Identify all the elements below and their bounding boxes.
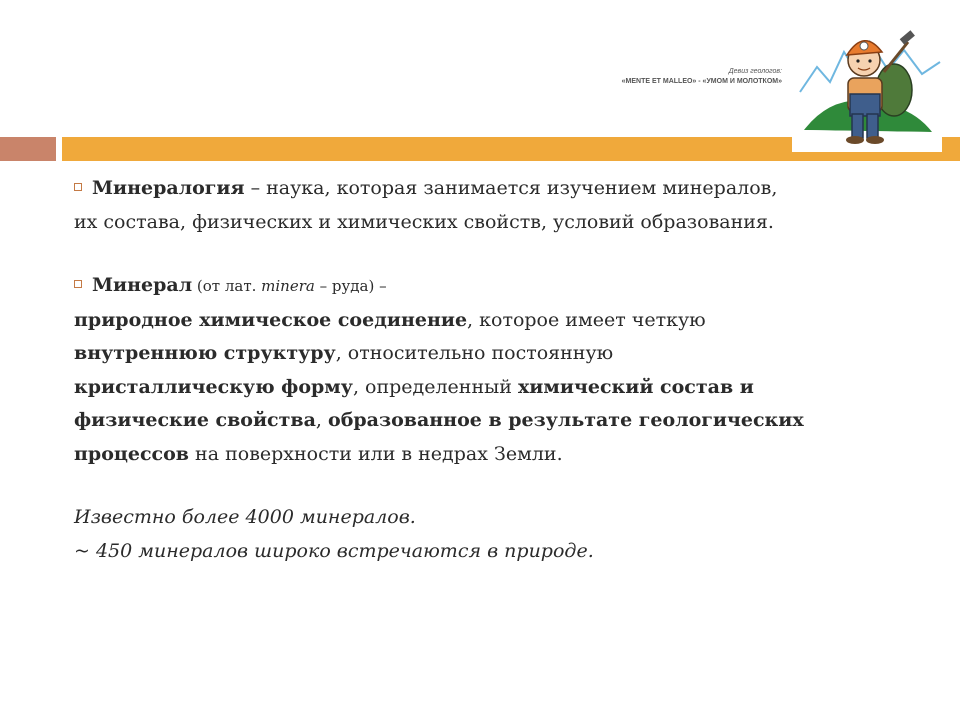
definition-mineralogy bbox=[74, 172, 804, 239]
geologist-icon bbox=[792, 22, 942, 152]
mineral-t4: , bbox=[315, 409, 329, 431]
mineral-t3: , определенный bbox=[352, 375, 518, 398]
term-mineralogy: Минералогия bbox=[92, 177, 245, 199]
mineral-b1: природное химическое соединение bbox=[74, 308, 468, 331]
header-stripe-left bbox=[0, 137, 56, 161]
motto-title: Девиз геологов: bbox=[728, 68, 782, 75]
mineral-b2: внутреннюю структуру bbox=[74, 342, 336, 364]
mineral-t2: , относительно постоянную bbox=[335, 342, 614, 364]
motto bbox=[622, 67, 782, 87]
mineral-b4: химический состав и физические свойства bbox=[74, 375, 754, 431]
bullet-square-icon bbox=[74, 280, 82, 288]
mineral-t1: , которое имеет четкую bbox=[467, 308, 706, 331]
fact-count: Известно более 4000 минералов. bbox=[74, 506, 416, 528]
mineral-b3: кристаллическую форму bbox=[74, 375, 353, 398]
origin-prefix: (от лат. bbox=[192, 277, 262, 295]
origin-suffix: – руда) – bbox=[314, 277, 387, 295]
slide-body bbox=[74, 172, 804, 568]
bullet-square-icon bbox=[74, 183, 82, 191]
motto-line: «MENTE ET MALLEO» - «УМОМ И МОЛОТКОМ» bbox=[621, 78, 782, 85]
definition-mineral bbox=[74, 269, 804, 471]
geologist-illustration bbox=[792, 22, 942, 152]
term-mineral: Минерал bbox=[92, 274, 193, 296]
mineral-t5: на поверхности или в недрах Земли. bbox=[189, 442, 563, 465]
mineral-b5: образованное в результате геологических процессов bbox=[74, 409, 804, 465]
definition-mineralogy-text: – наука, которая занимается изучением минералов, их состава, физических и химических свойств, условий образования. bbox=[74, 177, 778, 233]
fact-common: ~ 450 минералов широко встречаются в природе. bbox=[74, 539, 594, 562]
origin-word: minera bbox=[261, 277, 315, 295]
